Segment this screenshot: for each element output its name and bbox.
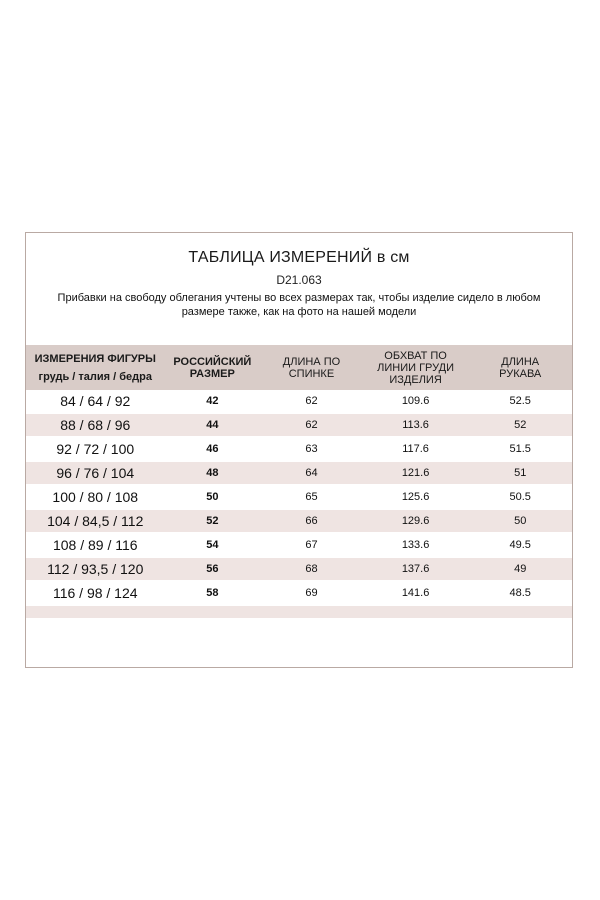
cell-sleeve-length: 48.5 [509,587,531,599]
cell-back-length: 62 [305,395,318,407]
cell-size: 42 [206,395,219,407]
cell-figure: 84 / 64 / 92 [60,393,131,409]
header-chest-line-2: ЛИНИИ ГРУДИ [377,361,454,374]
table-row [26,414,572,438]
cell-back-length: 69 [305,587,318,599]
cell-back-length: 64 [305,467,318,479]
cell-size: 50 [206,491,219,503]
cell-size: 56 [206,563,219,575]
header-sleeve-length [468,345,572,390]
header-figure [26,345,165,390]
cell-sleeve-length: 51.5 [509,443,531,455]
table-header [26,345,572,390]
table-row-empty [26,606,572,620]
cell-sleeve-length: 52 [514,419,527,431]
product-code: D21.063 [276,273,322,287]
cell-chest-girth: 137.6 [401,563,430,575]
cell-sleeve-length: 52.5 [509,395,531,407]
table-body [26,390,572,620]
cell-size: 46 [206,443,219,455]
cell-figure: 96 / 76 / 104 [56,465,135,481]
fit-note-line-1: Прибавки на свободу облегания учтены во всех размерах так, чтобы изделие сидело в любом [57,292,541,304]
cell-back-length: 63 [305,443,318,455]
table-row [26,582,572,606]
header-figure-sub: грудь / талия / бедра [38,370,152,383]
cell-figure: 112 / 93,5 / 120 [47,561,144,577]
cell-figure: 104 / 84,5 / 112 [47,513,144,529]
table-row [26,510,572,534]
cell-sleeve-length: 51 [514,467,527,479]
chart-title: ТАБЛИЦА ИЗМЕРЕНИЙ в см [188,249,410,266]
cell-back-length: 67 [305,539,318,551]
cell-back-length: 68 [305,563,318,575]
header-size [165,345,261,390]
header-chest-line-1: ОБХВАТ ПО [384,349,447,362]
table-row [26,558,572,582]
header-back-line-2: СПИНКЕ [288,367,335,380]
cell-chest-girth: 129.6 [401,515,430,527]
header-size-line-1: РОССИЙСКИЙ [173,355,252,368]
cell-sleeve-length: 49.5 [509,539,531,551]
table-row [26,534,572,558]
cell-chest-girth: 121.6 [401,467,430,479]
cell-figure: 100 / 80 / 108 [52,489,139,505]
header-sleeve-line-2: РУКАВА [499,367,542,380]
cell-figure: 88 / 68 / 96 [60,417,131,433]
cell-back-length: 62 [305,419,318,431]
cell-size: 54 [206,539,219,551]
size-chart-card [25,232,573,668]
cell-chest-girth: 133.6 [401,539,430,551]
header-size-line-2: РАЗМЕР [189,367,235,380]
cell-chest-girth: 109.6 [401,395,430,407]
cell-sleeve-length: 49 [514,563,527,575]
cell-chest-girth: 113.6 [402,419,429,431]
cell-sleeve-length: 50 [514,515,527,527]
table-row [26,438,572,462]
fit-note [40,291,558,319]
cell-size: 52 [206,515,219,527]
cell-size: 48 [206,467,219,479]
table-row [26,486,572,510]
cell-chest-girth: 125.6 [401,491,430,503]
table-row [26,462,572,486]
header-back-length [260,345,363,390]
header-back-line-1: ДЛИНА ПО [282,355,341,368]
cell-figure: 92 / 72 / 100 [56,441,135,457]
cell-back-length: 66 [305,515,318,527]
cell-chest-girth: 117.6 [402,443,429,455]
cell-chest-girth: 141.6 [401,587,430,599]
header-sleeve-line-1: ДЛИНА [501,355,540,368]
cell-size: 44 [206,419,219,431]
cell-size: 58 [206,587,219,599]
cell-back-length: 65 [305,491,318,503]
header-figure-title: ИЗМЕРЕНИЯ ФИГУРЫ [34,352,156,365]
fit-note-line-2: размере также, как на фото на нашей модели [181,306,417,318]
header-chest-line-3: ИЗДЕЛИЯ [389,373,442,386]
header-chest-girth [363,345,469,390]
cell-figure: 108 / 89 / 116 [52,537,138,553]
table-row [26,390,572,414]
cell-sleeve-length: 50.5 [509,491,531,503]
cell-figure: 116 / 98 / 124 [52,585,138,601]
